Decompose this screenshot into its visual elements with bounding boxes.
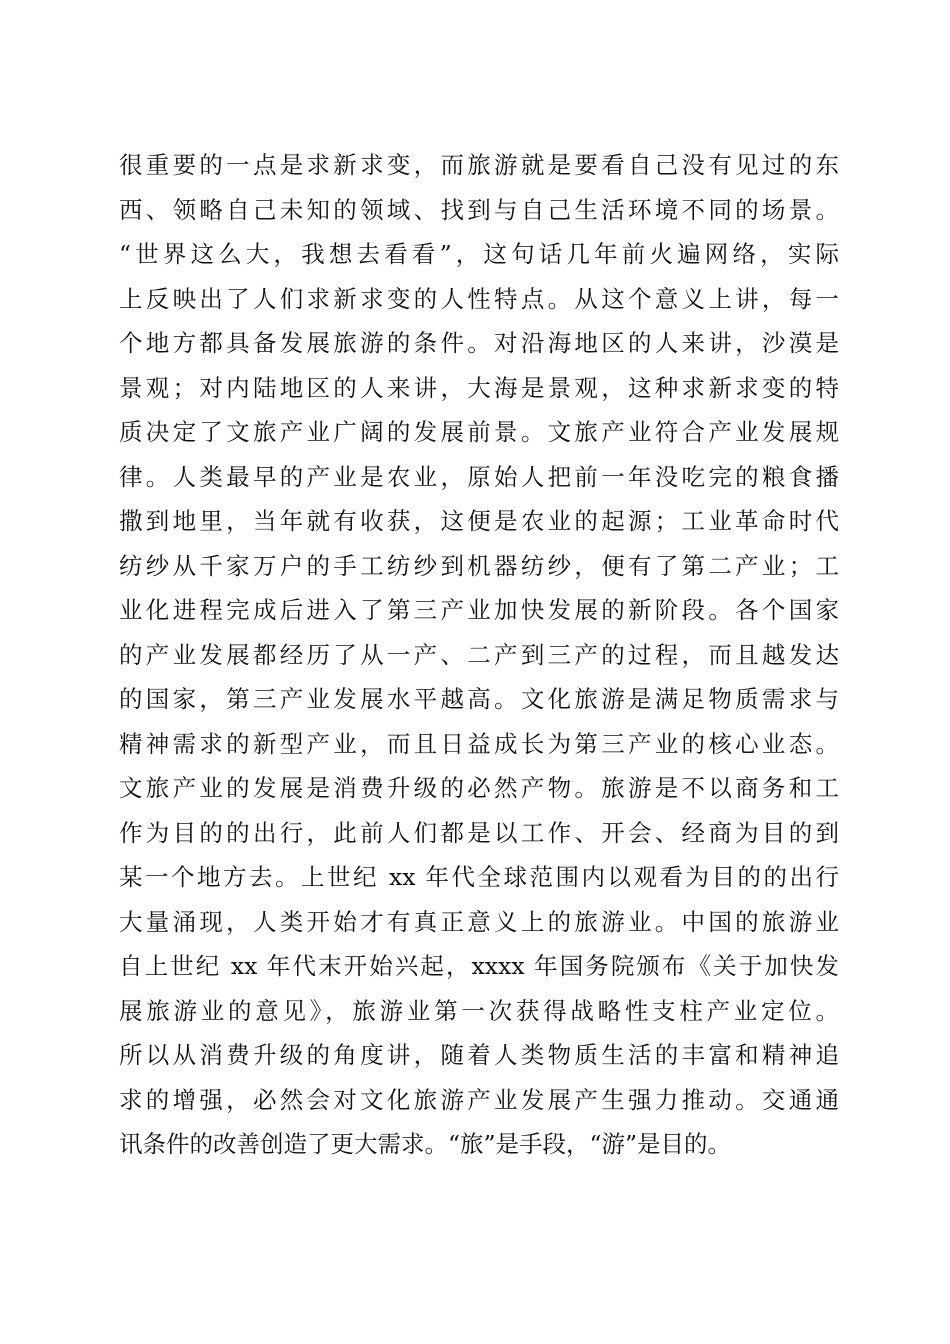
text-line: 西、领略自己未知的领域、找到与自己生活环境不同的场景。 [119, 195, 839, 224]
text-line: “世界这么大，我想去看看”，这句话几年前火遍网络，实际 [119, 240, 839, 268]
text-line: 的国家，第三产业发展水平越高。文化旅游是满足物质需求与 [119, 685, 839, 713]
text-line: 精神需求的新型产业，而且日益成长为第三产业的核心业态。 [119, 729, 839, 758]
text-line: 大量涌现，人类开始才有真正意义上的旅游业。中国的旅游业 [119, 907, 839, 936]
text-line: 讯条件的改善创造了更大需求。“旅”是手段，“游”是目的。 [119, 1130, 732, 1158]
text-line: 质决定了文旅产业广阔的发展前景。文旅产业符合产业发展规 [119, 418, 839, 446]
text-line: 作为目的的出行，此前人们都是以工作、开会、经商为目的到 [119, 818, 839, 847]
text-line: 某一个地方去。上世纪 xx 年代全球范围内以观看为目的的出行 [119, 863, 839, 891]
text-line: 撒到地里，当年就有收获，这便是农业的起源；工业革命时代 [119, 507, 839, 535]
text-line: 所以从消费升级的角度讲，随着人类物质生活的丰富和精神追 [119, 1041, 839, 1069]
text-line: 上反映出了人们求新求变的人性特点。从这个意义上讲，每一 [119, 284, 839, 313]
text-line: 业化进程完成后进入了第三产业加快发展的新阶段。各个国家 [119, 596, 839, 624]
text-line: 文旅产业的发展是消费升级的必然产物。旅游是不以商务和工 [119, 774, 839, 802]
text-line: 纺纱从千家万户的手工纺纱到机器纺纱，便有了第二产业；工 [119, 551, 839, 580]
text-line: 求的增强，必然会对文化旅游产业发展产生强力推动。交通通 [119, 1085, 839, 1114]
text-line: 很重要的一点是求新求变，而旅游就是要看自己没有见过的东 [119, 151, 839, 179]
text-line: 自上世纪 xx 年代末开始兴起，xxxx 年国务院颁布《关于加快发 [119, 952, 839, 980]
text-line: 律。人类最早的产业是农业，原始人把前一年没吃完的粮食播 [119, 462, 839, 491]
text-line: 的产业发展都经历了从一产、二产到三产的过程，而且越发达 [119, 640, 839, 669]
text-line: 景观；对内陆地区的人来讲，大海是景观，这种求新求变的特 [119, 373, 839, 402]
text-line: 个地方都具备发展旅游的条件。对沿海地区的人来讲，沙漠是 [119, 329, 839, 357]
text-line: 展旅游业的意见》，旅游业第一次获得战略性支柱产业定位。 [119, 996, 839, 1025]
body-paragraph [119, 143, 839, 1167]
